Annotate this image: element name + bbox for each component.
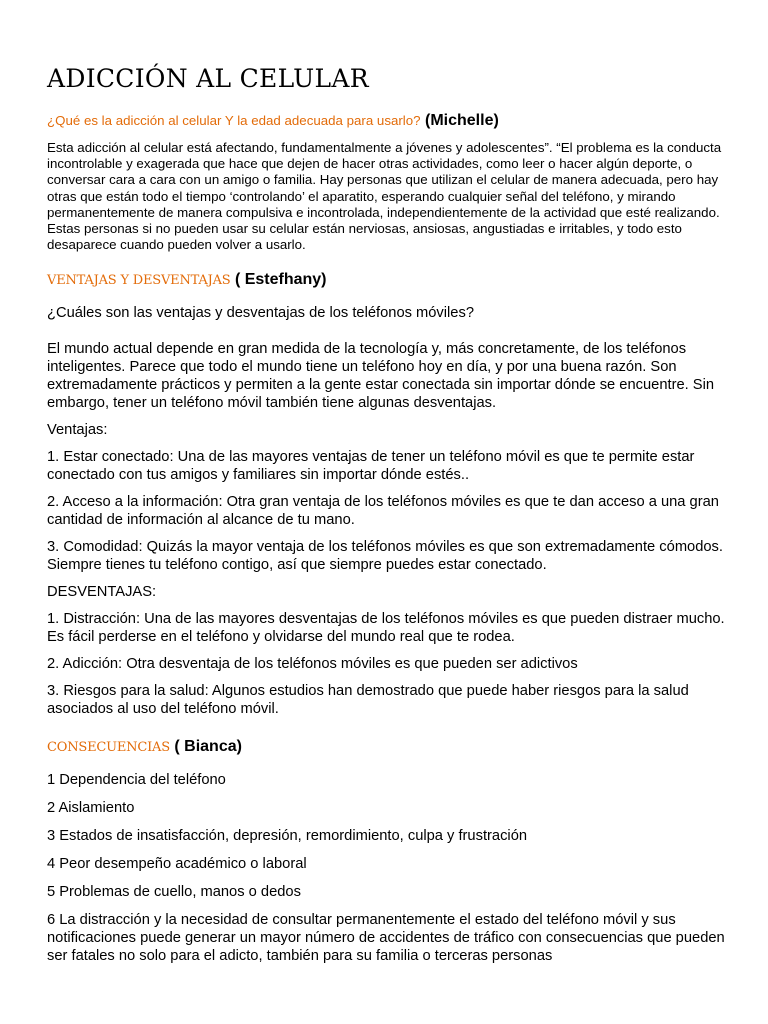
- pros-cons-heading: [47, 269, 737, 292]
- consequences-heading: [47, 736, 737, 759]
- pros-label: Ventajas:: [47, 422, 108, 439]
- pros-item: 1. Estar conectado: Una de las mayores ventajas de tener un teléfono móvil es que te permite estar conectado con tus amigos y familiares sin importar dónde estés..: [47, 449, 695, 484]
- pros-cons-question: ¿Cuáles son las ventajas y desventajas de los teléfonos móviles?: [47, 305, 474, 322]
- cons-label: DESVENTAJAS:: [47, 584, 157, 601]
- intro-heading: [47, 111, 737, 131]
- cons-item: 2. Adicción: Otra desventaja de los teléfonos móviles es que pueden ser adictivos: [47, 656, 578, 673]
- consequence-item: 1 Dependencia del teléfono: [47, 772, 226, 789]
- consequence-item: 4 Peor desempeño académico o laboral: [47, 856, 307, 873]
- consequence-item: 5 Problemas de cuello, manos o dedos: [47, 884, 301, 901]
- consequence-item: 6 La distracción y la necesidad de consultar permanentemente el estado del teléfono móvil y sus notificaciones puede generar un mayor número de accidentes de tráfico con consecuencias que pueden ser fatales no solo para el adicto, también para su familia o terceras personas: [47, 912, 725, 965]
- cons-item: 1. Distracción: Una de las mayores desventajas de los teléfonos móviles es que pueden distraer mucho. Es fácil perderse en el teléfono y olvidarse del mundo real que te rodea.: [47, 611, 725, 646]
- consequence-item: 3 Estados de insatisfacción, depresión, remordimiento, culpa y frustración: [47, 828, 528, 845]
- consequence-item: 2 Aislamiento: [47, 800, 135, 817]
- pros-item: 3. Comodidad: Quizás la mayor ventaja de los teléfonos móviles es que son extremadamente cómodos. Siempre tienes tu teléfono contigo, así que siempre puedes estar conectado.: [47, 539, 723, 574]
- document-page: [47, 62, 737, 975]
- consequences-title: CONSECUENCIAS: [47, 740, 170, 756]
- pros-cons-paragraph: El mundo actual depende en gran medida de la tecnología y, más concretamente, de los teléfonos inteligentes. Parece que todo el mundo tiene un teléfono hoy en día, y por una buena razón. Son extremadamente prácticos y permiten a la gente estar conectada sin importar dónde se encuentre. Sin embargo, tener un teléfono móvil también tiene algunas desventajas.: [47, 341, 715, 412]
- document-title: ADICCIÓN AL CELULAR: [47, 64, 369, 93]
- pros-cons-author: ( Estefhany): [234, 271, 327, 289]
- intro-author: (Michelle): [425, 112, 499, 129]
- pros-cons-title: VENTAJAS Y DESVENTAJAS: [47, 273, 231, 289]
- intro-question: ¿Qué es la adicción al celular Y la edad adecuada para usarlo?: [47, 113, 421, 128]
- intro-paragraph: Esta adicción al celular está afectando, fundamentalmente a jóvenes y adolescentes”. “El problema es la conducta incontrolable y exagerada que hace que dejen de hacer otras actividades, como leer o hacer algún deporte, o conversar cara a cara con un amigo o familia. Hay personas que utilizan el celular de manera adecuada, pero hay otras que están todo el tiempo ‘controlando’ el aparatito, esperando cualquier señal del teléfono, y mirando permanentemente de manera compulsiva e incontrolada, independientemente de la actividad que esté realizando. Estas personas si no pueden usar su celular están nerviosas, ansiosas, angustiadas e irritables, y todo esto desaparece cuando pueden volver a usarlo.: [47, 140, 722, 253]
- consequences-author: ( Bianca): [174, 738, 242, 756]
- pros-item: 2. Acceso a la información: Otra gran ventaja de los teléfonos móviles es que te dan acceso a una gran cantidad de información al alcance de tu mano.: [47, 494, 719, 529]
- cons-item: 3. Riesgos para la salud: Algunos estudios han demostrado que puede haber riesgos para la salud asociados al uso del teléfono móvil.: [47, 683, 689, 718]
